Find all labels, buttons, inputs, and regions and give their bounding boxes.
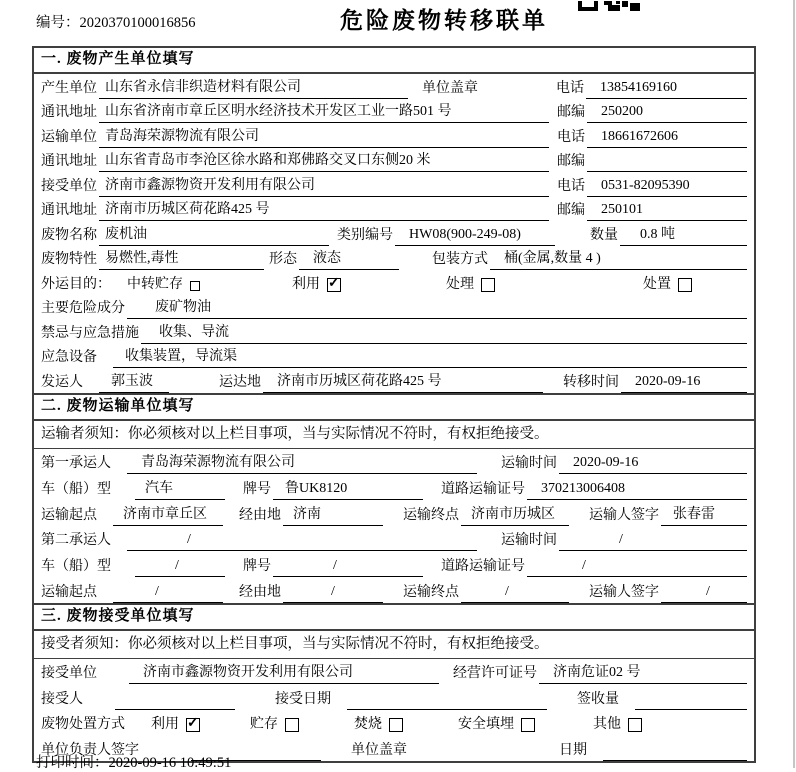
plate-number-value: / <box>273 556 423 577</box>
row-waste-characteristic <box>34 246 754 271</box>
endpoint-value: / <box>461 582 569 603</box>
producer-unit-value: 山东省永信非织造材料有限公司 <box>99 78 408 99</box>
transporter-unit-value: 青岛海荣源物流有限公司 <box>99 127 549 148</box>
endpoint-value: 济南市历城区 <box>461 505 569 526</box>
receive-date-value <box>347 709 547 710</box>
row-hazardous-components <box>34 295 754 320</box>
vehicle-type-label: 车（船）型 <box>41 558 111 574</box>
receive-date-label: 接受日期 <box>275 691 331 707</box>
transfer-manifest-form <box>32 46 756 763</box>
purpose-option-transfer-storage <box>127 275 200 295</box>
producer-unit-label: 产生单位 <box>41 80 97 96</box>
document-title: 危险废物转移联单 <box>340 8 548 33</box>
transport-time-value: 2020-09-16 <box>559 453 747 474</box>
manager-signature-label: 单位负责人签字 <box>41 742 139 758</box>
vehicle-type-value: / <box>135 556 225 577</box>
transporter-notice: 运输者须知：你必须核对以上栏目事项，当与实际情况不符时，有权拒绝接受。 <box>34 421 754 449</box>
option-label: 处置 <box>643 276 671 292</box>
road-license-label: 道路运输证号 <box>441 481 525 497</box>
unit-seal-label: 单位盖章 <box>351 742 407 758</box>
road-license-value: 370213006408 <box>527 479 747 500</box>
checkbox-transfer-storage <box>190 281 200 291</box>
row-consignor <box>34 368 754 393</box>
print-time <box>36 751 231 772</box>
row-transporter-unit <box>34 123 754 148</box>
section-transporter <box>34 393 754 603</box>
section-receiver <box>34 603 754 761</box>
address-label: 通讯地址 <box>41 154 97 169</box>
via-value: / <box>283 582 383 603</box>
zip-value: 250101 <box>587 200 747 221</box>
phone-value: 0531-82095390 <box>587 176 747 197</box>
row-first-route <box>34 500 754 526</box>
zip-value: 250200 <box>587 102 747 123</box>
purpose-option-utilize <box>292 275 341 295</box>
destination-label: 运达地 <box>219 374 261 390</box>
disposal-method-label: 废物处置方式 <box>41 717 125 733</box>
address-label: 通讯地址 <box>41 203 97 218</box>
checkbox-treat <box>481 278 495 292</box>
quantity-label: 数量 <box>590 227 618 243</box>
row-taboo-measures <box>34 319 754 344</box>
quantity-value: 0.8 吨 <box>620 225 747 246</box>
row-producer-address <box>34 99 754 124</box>
characteristic-label: 废物特性 <box>41 252 97 267</box>
section-producer-title: 一. 废物产生单位填写 <box>34 48 754 74</box>
form-label: 形态 <box>269 252 297 267</box>
disposal-option-landfill <box>458 715 535 735</box>
row-receiving-unit <box>34 659 754 685</box>
purpose-option-dispose <box>643 275 692 295</box>
carrier-signature-label: 运输人签字 <box>589 584 659 600</box>
row-second-carrier <box>34 526 754 552</box>
zip-label: 邮编 <box>557 105 585 120</box>
phone-label: 电话 <box>557 129 585 145</box>
row-second-route <box>34 577 754 603</box>
address-label: 通讯地址 <box>41 105 97 120</box>
category-code-label: 类别编号 <box>337 227 393 243</box>
disposal-option-other <box>593 715 642 735</box>
transport-time-label: 运输时间 <box>501 456 557 472</box>
taboo-value: 收集、导流 <box>141 323 747 344</box>
second-carrier-value: / <box>127 530 477 551</box>
purpose-label: 外运目的： <box>41 276 111 292</box>
option-label: 贮存 <box>250 717 278 733</box>
vehicle-type-value: 汽车 <box>135 479 225 500</box>
plate-number-value: 鲁UK8120 <box>273 479 423 500</box>
plate-number-label: 牌号 <box>243 481 271 497</box>
hazard-label: 主要危险成分 <box>41 301 125 316</box>
road-license-value: / <box>527 556 747 577</box>
checkbox-storage <box>285 718 299 732</box>
phone-label: 电话 <box>557 178 585 194</box>
unit-seal-label: 单位盖章 <box>422 80 478 96</box>
option-label: 安全填埋 <box>458 717 514 733</box>
waste-name-value: 废机油 <box>99 225 329 246</box>
phone-value: 13854169160 <box>586 78 747 99</box>
packing-value: 桶(金属,数量 4 ) <box>490 249 747 270</box>
disposal-option-storage <box>250 715 299 735</box>
row-producer-unit <box>34 74 754 99</box>
origin-label: 运输起点 <box>41 507 97 523</box>
option-label: 利用 <box>292 276 320 292</box>
received-amount-value <box>635 709 747 710</box>
row-receiver-unit <box>34 172 754 197</box>
hazard-value: 废矿物油 <box>127 298 747 319</box>
via-label: 经由地 <box>239 507 281 523</box>
option-label: 处理 <box>446 276 474 292</box>
transfer-time-value: 2020-09-16 <box>621 372 747 393</box>
equipment-label: 应急设备 <box>41 350 97 365</box>
transfer-time-label: 转移时间 <box>563 374 619 390</box>
plate-number-label: 牌号 <box>243 558 271 574</box>
option-label: 焚烧 <box>354 717 382 733</box>
page-edge-divider <box>793 0 795 768</box>
consignor-label: 发运人 <box>41 374 83 390</box>
row-transporter-address <box>34 148 754 173</box>
transport-time-value: / <box>559 530 747 551</box>
disposal-option-utilize <box>151 715 200 735</box>
zip-value <box>587 171 747 172</box>
destination-value: 济南市历城区荷花路425 号 <box>263 372 543 393</box>
receiver-unit-value: 济南市鑫源物资开发利用有限公司 <box>99 176 549 197</box>
received-amount-label: 签收量 <box>577 691 619 707</box>
taboo-label: 禁忌与应急措施 <box>41 325 139 341</box>
consignor-value: 郭玉波 <box>99 372 169 393</box>
qr-code-fragment <box>578 0 640 16</box>
row-transport-purpose <box>34 270 754 295</box>
purpose-option-treat <box>446 275 495 295</box>
equipment-value: 收集装置，导流渠 <box>113 347 747 368</box>
row-second-vehicle <box>34 551 754 577</box>
section-producer <box>34 48 754 393</box>
characteristic-value: 易燃性,毒性 <box>99 249 264 270</box>
address-value: 济南市历城区荷花路425 号 <box>99 200 549 221</box>
checkbox-other <box>628 718 642 732</box>
date-label: 日期 <box>559 742 587 758</box>
row-first-carrier <box>34 449 754 475</box>
disposal-option-incinerate <box>354 715 403 735</box>
receiver-person-value <box>115 709 235 710</box>
row-receiver-person <box>34 684 754 710</box>
row-disposal-method <box>34 710 754 736</box>
phone-value: 18661672606 <box>587 127 747 148</box>
checkbox-landfill <box>521 718 535 732</box>
receiving-unit-label: 接受单位 <box>41 666 97 682</box>
endpoint-label: 运输终点 <box>403 507 459 523</box>
address-value: 山东省青岛市李沧区徐水路和郑佛路交叉口东侧20 米 <box>99 151 549 172</box>
print-time-label: 打印时间： <box>36 755 109 771</box>
option-label: 中转贮存 <box>127 276 183 292</box>
checkbox-utilize <box>327 278 341 292</box>
waste-name-label: 废物名称 <box>41 227 97 243</box>
date-value <box>603 760 747 761</box>
origin-value: / <box>113 582 223 603</box>
receiver-person-label: 接受人 <box>41 691 83 707</box>
carrier-signature-value: 张春雷 <box>661 505 747 526</box>
print-time-value: 2020-09-16 10:49:51 <box>108 755 232 771</box>
serial-value: 2020370100016856 <box>79 15 196 31</box>
vehicle-type-label: 车（船）型 <box>41 481 111 497</box>
row-emergency-equipment <box>34 344 754 369</box>
endpoint-label: 运输终点 <box>403 584 459 600</box>
row-waste-name <box>34 221 754 246</box>
first-carrier-label: 第一承运人 <box>41 456 111 472</box>
checkbox-incinerate <box>389 718 403 732</box>
option-label: 利用 <box>151 717 179 733</box>
via-value: 济南 <box>283 505 383 526</box>
row-receiver-address <box>34 197 754 222</box>
first-carrier-value: 青岛海荣源物流有限公司 <box>127 453 477 474</box>
section-receiver-title: 三. 废物接受单位填写 <box>34 605 754 631</box>
second-carrier-label: 第二承运人 <box>41 533 111 549</box>
form-value: 液态 <box>299 249 399 270</box>
permit-number-label: 经营许可证号 <box>453 666 537 682</box>
zip-label: 邮编 <box>557 154 585 169</box>
receiver-notice: 接受者须知：你必须核对以上栏目事项，当与实际情况不符时，有权拒绝接受。 <box>34 631 754 659</box>
checkbox-dispose <box>678 278 692 292</box>
receiver-unit-label: 接受单位 <box>41 178 97 194</box>
origin-label: 运输起点 <box>41 584 97 600</box>
checkbox-utilize <box>186 718 200 732</box>
serial-label: 编号： <box>36 15 80 31</box>
receiving-unit-value: 济南市鑫源物资开发利用有限公司 <box>129 663 439 684</box>
carrier-signature-value: / <box>661 582 747 603</box>
section-transporter-title: 二. 废物运输单位填写 <box>34 395 754 421</box>
transporter-unit-label: 运输单位 <box>41 129 97 145</box>
category-code-value: HW08(900-249-08) <box>395 225 555 246</box>
transport-time-label: 运输时间 <box>501 533 557 549</box>
via-label: 经由地 <box>239 584 281 600</box>
origin-value: 济南市章丘区 <box>113 505 223 526</box>
carrier-signature-label: 运输人签字 <box>589 507 659 523</box>
row-first-vehicle <box>34 474 754 500</box>
address-value: 山东省济南市章丘区明水经济技术开发区工业一路501 号 <box>99 102 549 123</box>
phone-label: 电话 <box>556 80 584 96</box>
zip-label: 邮编 <box>557 203 585 218</box>
packing-label: 包装方式 <box>432 252 488 267</box>
permit-number-value: 济南危证02 号 <box>539 663 747 684</box>
road-license-label: 道路运输证号 <box>441 558 525 574</box>
option-label: 其他 <box>593 717 621 733</box>
